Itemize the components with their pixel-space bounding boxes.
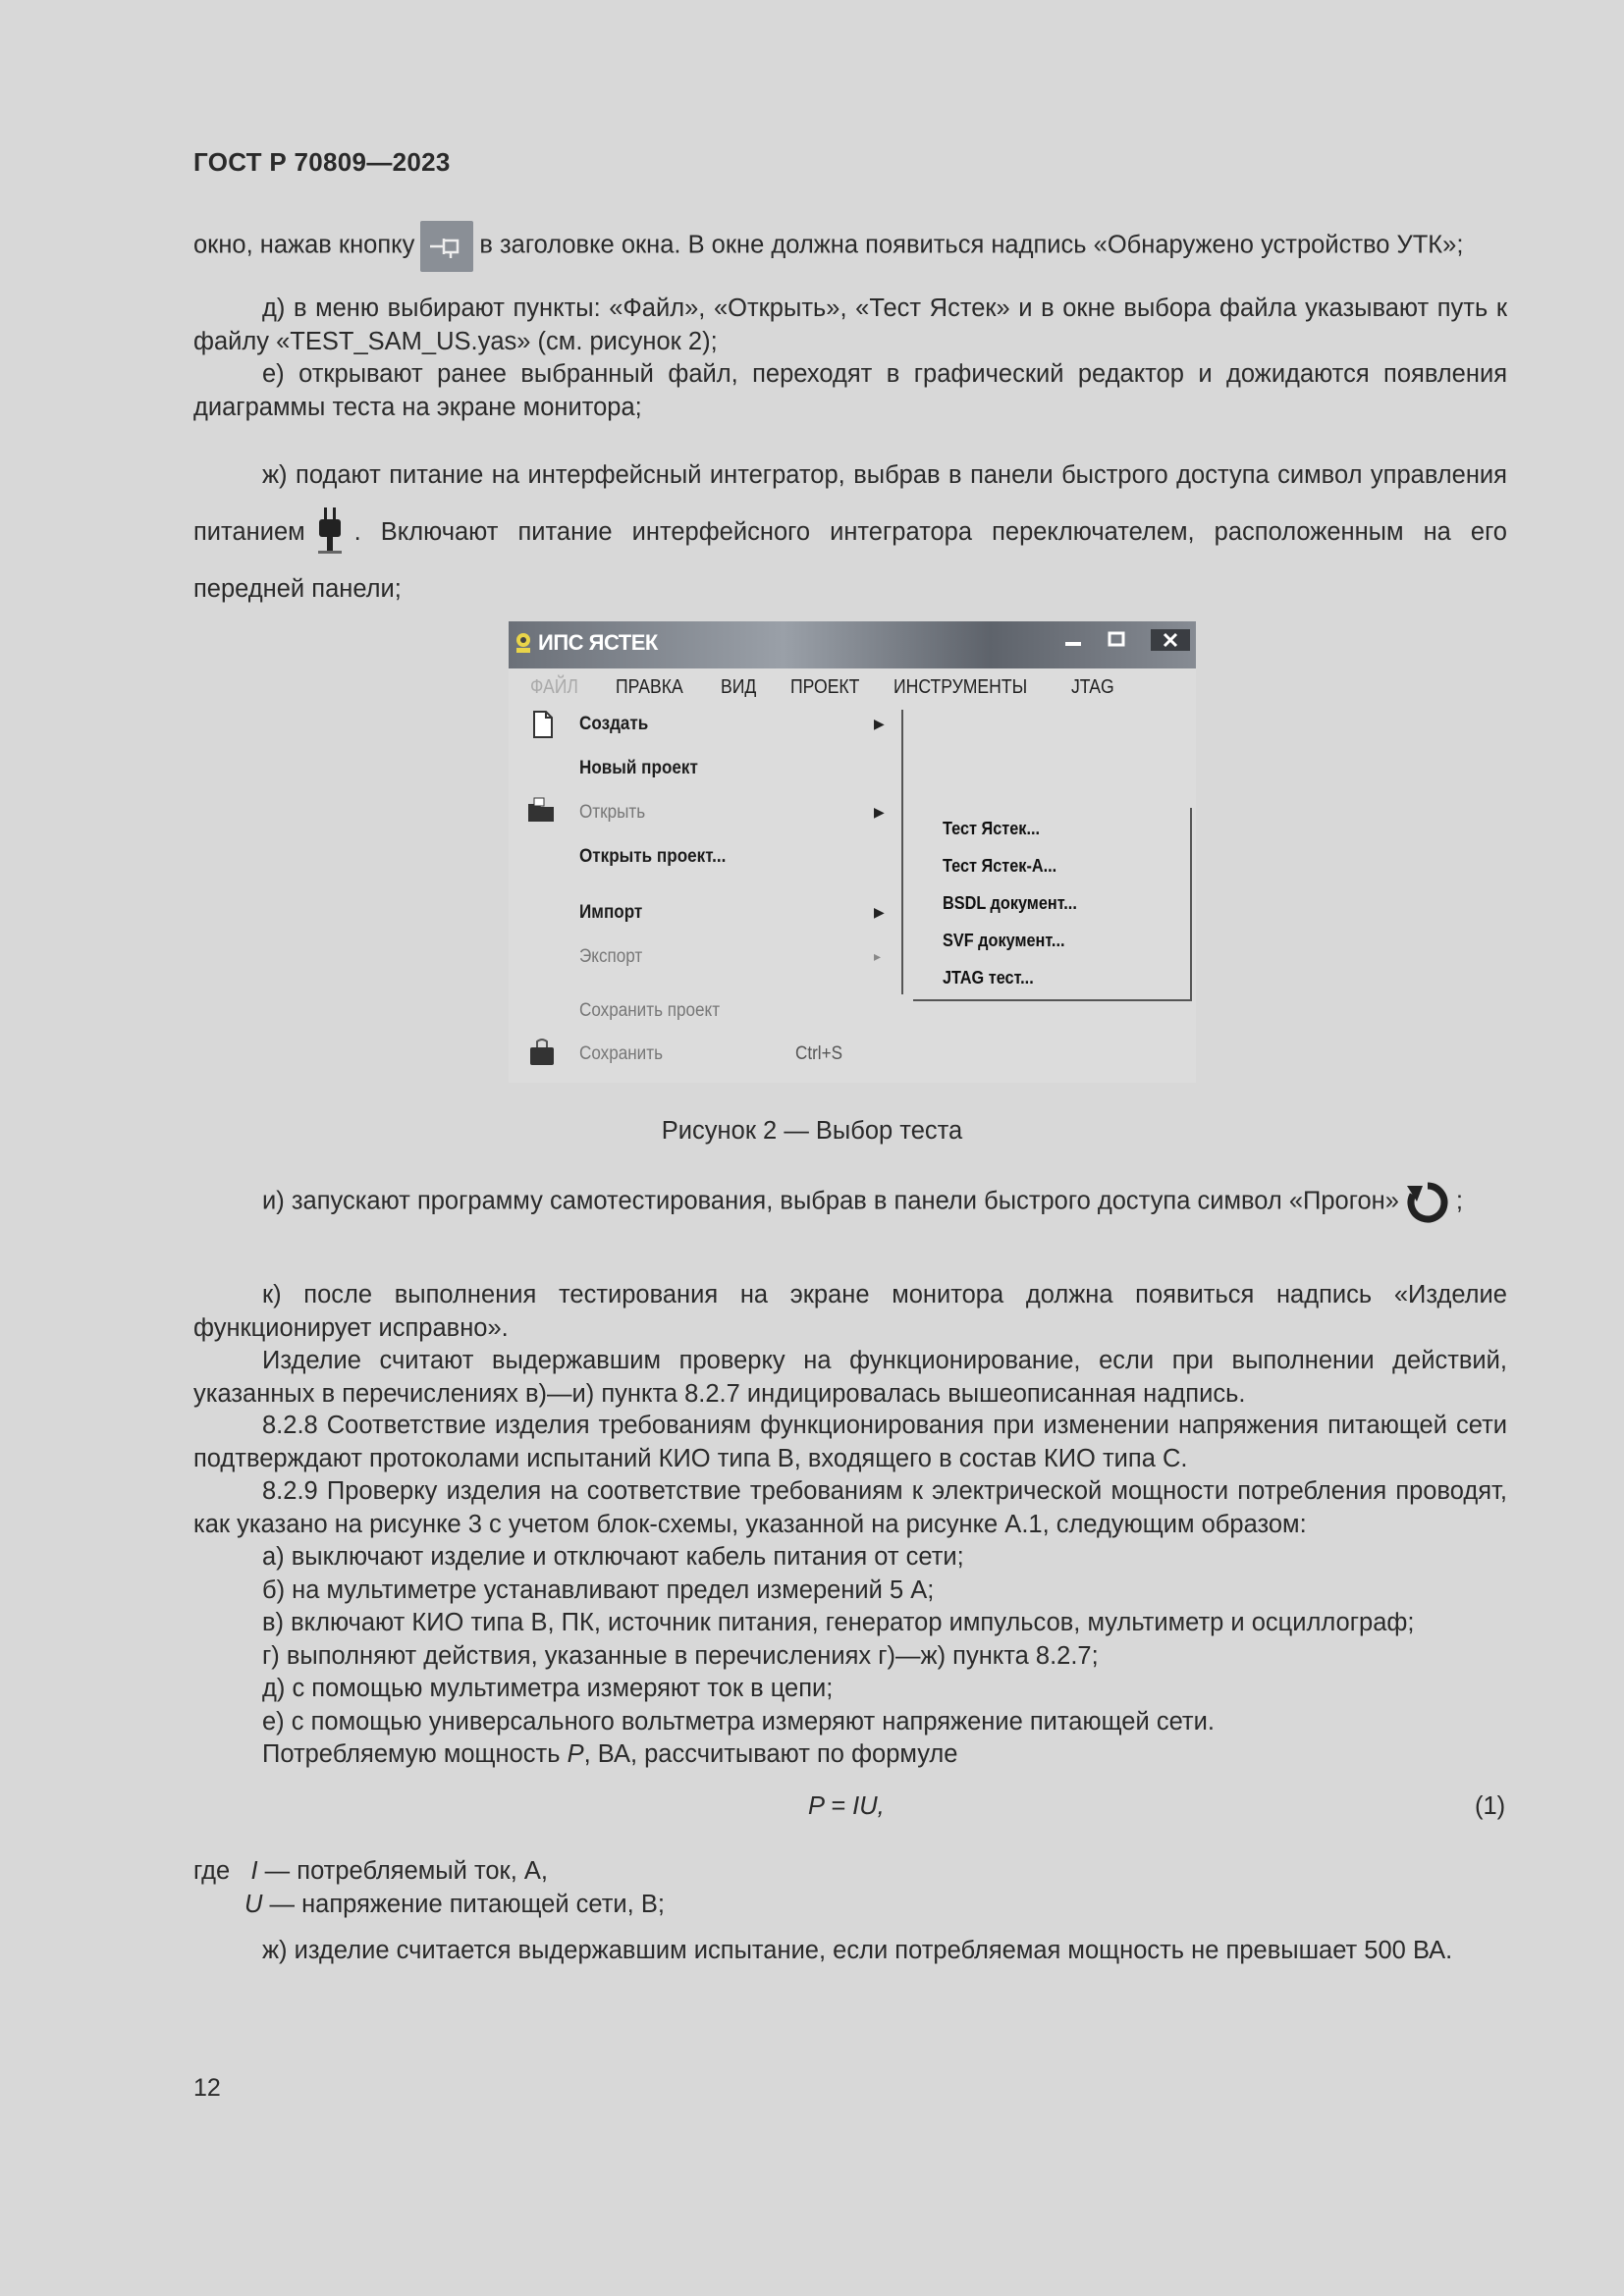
figure-caption: Рисунок 2 — Выбор теста xyxy=(661,1117,963,1145)
submenu-item-svf[interactable]: SVF документ... xyxy=(943,930,1065,950)
app-menubar xyxy=(509,668,1196,706)
paragraph-i-run xyxy=(193,1178,1507,1227)
menu-item-new-project[interactable]: Новый проект xyxy=(579,758,698,778)
paragraph-8-2-8: 8.2.8 Соответствие изделия требованиям функционирования при изменении напряжения питающей сети подтверждают протоколами испытаний КИО типа В, входящего в состав КИО типа С. xyxy=(193,1412,1507,1472)
run-cycle-icon xyxy=(1403,1178,1452,1227)
menu-item-import[interactable]: Импорт xyxy=(579,902,643,923)
menu-item-save[interactable]: Сохранить xyxy=(579,1043,663,1064)
menu-item-create[interactable]: Создать xyxy=(579,714,649,734)
submenu-item-jtag-test[interactable]: JTAG тест... xyxy=(943,967,1034,988)
steps-list xyxy=(193,1541,1507,1772)
power-formula-intro: Потребляемую мощность P, ВА, рассчитывают по формуле xyxy=(262,1740,958,1768)
text-segment: в заголовке окна. В окне должна появиться надпись «Обнаружено устройство УТК»; xyxy=(479,231,1464,259)
menu-item-export[interactable]: Экспорт xyxy=(579,946,643,967)
menu-item-save-project[interactable]: Сохранить проект xyxy=(579,1000,721,1021)
list-item: г) выполняют действия, указанные в перечислениях г)—ж) пункта 8.2.7; xyxy=(262,1641,1099,1670)
list-item: б) на мультиметре устанавливают предел измерений 5 А; xyxy=(262,1575,935,1604)
save-icon xyxy=(528,1038,556,1067)
list-item: д) с помощью мультиметра измеряют ток в цепи; xyxy=(262,1675,834,1702)
submenu-item-yastek-test[interactable]: Тест Ястек... xyxy=(943,818,1041,838)
paragraph-e: е) открывают ранее выбранный файл, переходят в графический редактор и дожидаются появления диаграммы теста на экране монитора; xyxy=(193,360,1507,421)
submenu-arrow-icon: ▶ xyxy=(874,716,885,731)
legend-current: где I — потребляемый ток, А, xyxy=(193,1857,548,1885)
window-titlebar xyxy=(509,621,1196,668)
close-icon[interactable] xyxy=(1151,629,1190,651)
text-segment: окно, нажав кнопку xyxy=(193,231,415,259)
file-dropdown-menu xyxy=(509,706,901,1083)
paragraph-k: к) после выполнения тестирования на экране монитора должна появиться надпись «Изделие функционирует исправно». xyxy=(193,1281,1507,1342)
formula-expression: P = IU, xyxy=(808,1792,885,1820)
text-segment: . Включают питание интерфейсного интегратора переключателем, расположенным на его передней панели; xyxy=(193,518,1507,604)
paragraph-d: д) в меню выбирают пункты: «Файл», «Открыть», «Тест Ястек» и в окне выбора файла указывают путь к файлу «TEST_SAM_US.yas» (см. рисунок 2); xyxy=(193,294,1507,355)
power-plug-icon xyxy=(315,506,345,561)
app-logo-icon xyxy=(513,631,534,655)
menu-file[interactable]: ФАЙЛ xyxy=(530,676,578,698)
paragraph-connect xyxy=(193,221,1507,272)
formula-number: (1) xyxy=(1475,1792,1506,1820)
menu-project[interactable]: ПРОЕКТ xyxy=(790,676,860,698)
menu-view[interactable]: ВИД xyxy=(721,676,757,698)
paragraph-zh-result: ж) изделие считается выдержавшим испытание, если потребляемая мощность не превышает 500 ВА. xyxy=(262,1937,1453,1964)
new-document-icon xyxy=(530,710,556,739)
maximize-icon[interactable] xyxy=(1102,629,1131,651)
submenu-arrow-icon: ▶ xyxy=(874,904,885,920)
paragraph-8-2-9: 8.2.9 Проверку изделия на соответствие требованиям к электрической мощности потребления проводят, как указано на рисунке 3 с учетом блок-схемы, указанной на рисунке А.1, следующим образом: xyxy=(193,1477,1507,1538)
formula-legend xyxy=(193,1855,1507,1921)
minimize-icon[interactable] xyxy=(1058,629,1088,651)
list-item: а) выключают изделие и отключают кабель питания от сети; xyxy=(262,1543,964,1571)
connect-button-icon xyxy=(420,221,473,272)
menu-tools[interactable]: ИНСТРУМЕНТЫ xyxy=(893,676,1028,698)
submenu-arrow-icon: ▸ xyxy=(874,948,882,964)
menu-divider xyxy=(901,710,903,994)
legend-voltage: U — напряжение питающей сети, В; xyxy=(244,1890,665,1918)
text-segment: и) запускают программу самотестирования, выбрав в панели быстрого доступа символ «Прогон» xyxy=(262,1187,1399,1215)
menu-jtag[interactable]: JTAG xyxy=(1071,676,1114,698)
app-screenshot-figure xyxy=(509,621,1196,1083)
window-title: ИПС ЯСТЕК xyxy=(538,630,658,655)
submenu-item-bsdl[interactable]: BSDL документ... xyxy=(943,892,1077,913)
paragraph-zh-power xyxy=(193,447,1507,617)
menu-item-open-project[interactable]: Открыть проект... xyxy=(579,846,727,867)
list-item: е) с помощью универсального вольтметра измеряют напряжение питающей сети. xyxy=(262,1707,1215,1735)
page-number: 12 xyxy=(193,2074,221,2102)
text-segment: ; xyxy=(1455,1187,1463,1215)
submenu-arrow-icon: ▶ xyxy=(874,804,885,820)
open-folder-icon xyxy=(526,796,556,824)
paragraph-pass-criteria: Изделие считают выдержавшим проверку на функционирование, если при выполнении действий, указанных в перечислениях в)—и) пункта 8.2.7 индицировалась вышеописанная надпись. xyxy=(193,1347,1507,1408)
list-item: в) включают КИО типа В, ПК, источник питания, генератор импульсов, мультиметр и осциллограф; xyxy=(262,1609,1415,1636)
open-submenu xyxy=(913,808,1192,1001)
document-header: ГОСТ Р 70809—2023 xyxy=(193,147,451,177)
menu-item-open[interactable]: Открыть xyxy=(579,802,646,823)
text-segment: ж) подают питание на интерфейсный интегратор, выбрав в панели быстрого доступа символ управления питанием xyxy=(193,461,1507,546)
submenu-item-yastek-a-test[interactable]: Тест Ястек-А... xyxy=(943,855,1057,876)
menu-edit[interactable]: ПРАВКА xyxy=(616,676,683,698)
save-shortcut: Ctrl+S xyxy=(795,1043,842,1064)
